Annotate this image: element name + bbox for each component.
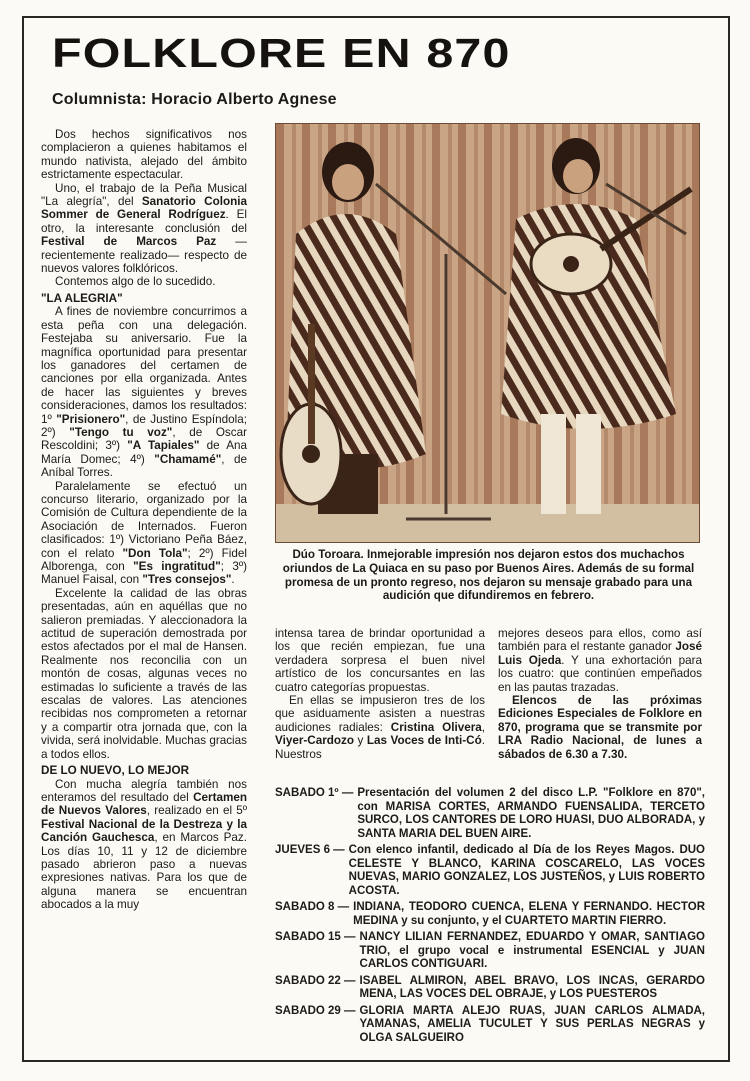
schedule-row — [275, 931, 705, 972]
text-span: En ellas se impusieron tres de los que asiduamente asisten a nuestras audiciones radiales: — [275, 694, 485, 734]
text-span: . — [231, 573, 235, 587]
text-span: , de Oscar Rescoldini; 3º) — [41, 425, 247, 453]
paragraph — [41, 305, 247, 479]
text-span: Paralelamente se efectuó un concurso literario, organizado por la Comisión de Cultura dependiente de la Asociación de Internados. Fueron clasificados: 1º) Victoriano Peña Báez, con el relato — [41, 479, 247, 560]
schedule-date: SABADO 22 — — [275, 974, 356, 987]
festival-name: Festival Nacional de la Destreza y la Canción Gauchesca — [41, 817, 247, 845]
schedule-date: SABADO 1º — — [275, 787, 354, 799]
program-announcement: Elencos de las próximas Ediciones Especiales de Folklore en 870, programa que se transmite por LRA Radio Nacional, de lunes a sábados de 6.30 a 7.30. — [498, 694, 702, 761]
schedule-row — [275, 901, 705, 928]
song-title: "Prisionero" — [56, 412, 126, 426]
winner-name: Cristina Olivera — [390, 720, 482, 734]
text-span: ; 2º) Fidel Alborenga, con — [41, 546, 247, 573]
paragraph — [41, 182, 247, 276]
duo-toroara-image — [276, 124, 700, 543]
paragraph: intensa tarea de brindar oportunidad a los que recién empiezan, fue una verdadera sorpresa el buen nivel artístico de los concursantes en las cuatro categorías propuestas. — [275, 627, 485, 694]
story-title: "Tres consejos" — [142, 573, 232, 587]
article-frame — [22, 16, 730, 1062]
text-span: A fines de noviembre concurrimos a esta peña con una delegación. Festejaba su aniversario. Fue la magnífica oportunidad para presentar los ganadores del certamen de canciones por ella organizada. Antes de hacer las siguientes y breves consideraciones, damos los resultados: 1º — [41, 305, 247, 426]
text-span: ; 3º) Manuel Faisal, con — [41, 560, 248, 587]
schedule-lineup: Presentación del volumen 2 del disco L.P. "Folklore en 870", con MARISA CORTES, ARMANDO FUENSALIDA, TERCETO SURCO, LOS CANTORES DE LORO HUASI, DUO ALBORADA, y SANTA MARIA DEL BUEN AIRE. — [357, 787, 705, 840]
schedule-row — [275, 975, 705, 1002]
text-span: , de Aníbal Torres. — [41, 452, 247, 480]
text-span: y — [354, 734, 367, 748]
winner-name: José Luis Ojeda — [498, 640, 702, 667]
schedule-lineup: INDIANA, TEODORO CUENCA, ELENA Y FERNANDO. HECTOR MEDINA y su conjunto, y el CUARTETO MARTIN FIERRO. — [353, 901, 705, 927]
paragraph: Contemos algo de lo sucedido. — [55, 275, 216, 289]
story-title: "Es ingratitud" — [133, 560, 221, 573]
section-heading-la-alegria: "LA ALEGRIA" — [41, 291, 123, 305]
text-span: , realizado en el 5º — [146, 804, 247, 818]
text-span: , — [481, 720, 485, 734]
program-schedule — [275, 787, 705, 1048]
text-span: de Ana María Domec; 4º) — [41, 439, 247, 466]
song-title: "Chamamé" — [154, 452, 222, 466]
paragraph — [498, 627, 702, 694]
winner-name: Viyer-Cardozo — [275, 734, 355, 748]
story-title: "Don Tola" — [122, 546, 188, 560]
text-span: . El otro, la interesante conclusión del — [41, 208, 248, 235]
text-span: . Y una exhortación para los cuatro: que continúen empeñados en las pautas trazadas. — [498, 653, 702, 694]
photo-caption: Dúo Toroara. Inmejorable impresión nos dejaron estos dos muchachos oriundos de La Quiaca en su paso por Buenos Aires. Además de su formal promesa de un pronto regreso, nos dejaron su mensaje grabado para una audición que difundiremos en febrero. — [282, 548, 695, 603]
paragraph: Excelente la calidad de las obras presentadas, aún en aquéllas que no salieron premiadas. Y aleccionadora la actitud de superación demostrada por estos afectados por el mal de Hansen. Realmente nos reconcilia con un montón de cosas, algunas veces no estimadas lo suficiente a través de las escalas de valores. Las atenciones recibidas nos comprometen a retornar y a compartir otra jornada que, con la vivida, será inolvidable. Muchas gracias a todos ellos. — [41, 586, 247, 761]
schedule-row — [275, 787, 705, 841]
text-span: Uno, el trabajo de la Peña Musical "La alegría", del — [41, 181, 247, 209]
column-left — [41, 128, 247, 912]
paragraph — [275, 694, 485, 761]
schedule-lineup: Con elenco infantil, dedicado al Día de los Reyes Magos. DUO CELESTE Y BLANCO, KARINA COSCARELO, LAS VOCES NUEVAS, MARIO GONZALEZ, LOS JUSTEÑOS, y LUIS ROBERTO ACOSTA. — [348, 844, 705, 897]
text-span: , de Justino Espíndola; 2º) — [41, 412, 247, 439]
schedule-date: SABADO 15 — — [275, 931, 356, 943]
sanatorio-name: Sanatorio Colonia Sommer de General Rodríguez — [41, 195, 247, 222]
column-middle — [275, 627, 485, 761]
schedule-lineup: ISABEL ALMIRON, ABEL BRAVO, LOS INCAS, GERARDO MENA, LAS VOCES DEL OBRAJE, y LOS PUESTEROS — [359, 974, 705, 1000]
section-heading-lo-nuevo: DE LO NUEVO, LO MEJOR — [41, 764, 190, 778]
columnist-byline: Columnista: Horacio Alberto Agnese — [52, 91, 337, 108]
paragraph — [41, 480, 247, 587]
schedule-lineup: GLORIA MARTA ALEJO RUAS, JUAN CARLOS ALMADA, YAMANAS, AMELIA TUCULET Y SUS PERLAS NEGRAS y OLGA SALGUEIRO — [359, 1004, 705, 1044]
schedule-lineup: NANCY LILIAN FERNANDEZ, EDUARDO Y OMAR, SANTIAGO TRIO, el grupo vocal e instrumental ESENCIAL y JUAN CARLOS CONTIGUARI. — [359, 931, 705, 970]
festival-name: Festival de Marcos Paz — [41, 235, 217, 249]
column-right — [498, 627, 702, 761]
winner-name: Las Voces de Inti-Có — [366, 734, 482, 748]
duo-photo — [275, 123, 700, 543]
text-span: , en Marcos Paz. Los días 10, 11 y 12 de diciembre pasado abrieron paso a nuevas expresiones nativas. Para los que de alguna manera se encuentran abocados a la muy — [41, 831, 247, 912]
schedule-row — [275, 844, 705, 898]
paragraph: Dos hechos significativos nos complacieron a quienes habitamos el mundo nativista, alejado del ámbito estrictamente espectacular. — [41, 128, 247, 182]
article-title: FOLKLORE EN 870 — [52, 30, 511, 76]
song-title: "Tengo tu voz" — [69, 425, 173, 439]
schedule-date: JUEVES 6 — — [275, 844, 345, 856]
schedule-date: SABADO 8 — — [275, 901, 350, 913]
song-title: "A Tapiales" — [127, 439, 200, 453]
text-span: —recientemente realizado— respecto de nuevos valores folklóricos. — [41, 235, 247, 276]
schedule-date: SABADO 29 — — [275, 1004, 356, 1017]
paragraph — [41, 778, 247, 912]
text-span: . Nuestros — [275, 734, 485, 761]
contest-name: Certamen de Nuevos Valores — [41, 790, 247, 818]
schedule-row — [275, 1005, 705, 1046]
text-span: Con mucha alegría también nos enteramos del resultado del — [41, 777, 247, 804]
text-span: mejores deseos para ellos, como así también para el restante ganador — [498, 627, 702, 654]
